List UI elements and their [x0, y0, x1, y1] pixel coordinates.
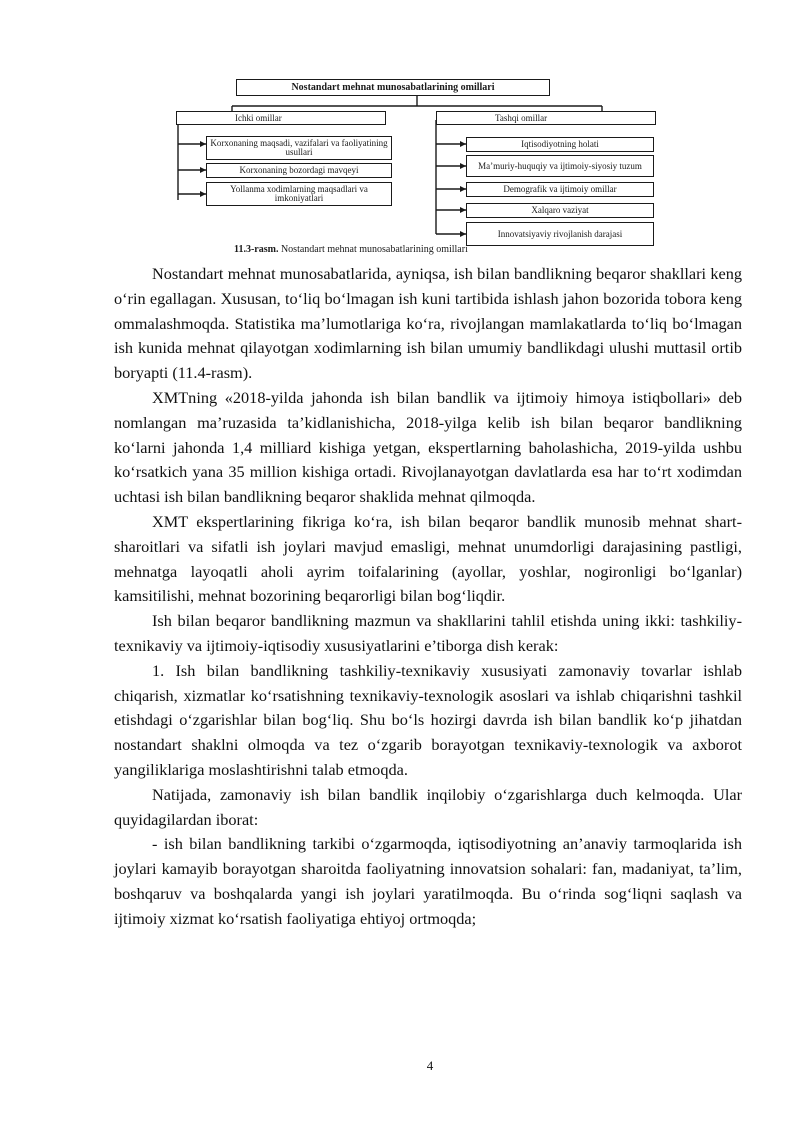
paragraph: XMTning «2018-yilda jahonda ish bilan bandlik va ijtimoiy himoya istiqbollari» deb nomlangan ma’ruzasida ta’kidlanishicha, 2018-yilga kelib ish bilan beqaror bandlikning ko‘larni jahonda 1,4 milliard kishiga yetgan, ekspertlarning baholashicha, 2019-yilda ushbu ko‘rsatkich yana 35 million kishiga ortadi. Rivojlanayotgan davlatlarda esa har to‘rt xodimdan uchtasi ish bilan bandlikning beqaror shaklida mehnat qilmoqda. [114, 387, 742, 507]
paragraph: - ish bilan bandlikning tarkibi o‘zgarmoqda, iqtisodiyotning an’anaviy tarmoqlarida ish joylari kamayib borayotgan sharoitda faoliyatning innovatsion sohalari: fan, madaniyat, ta’lim, boshqaruv va boshqalarda yangi ish joylari yaratilmoqda. Bu o‘rinda sog‘liqni saqlash va ijtimoiy xizmat ko‘rsatish faoliyatiga ehtiyoj ortmoqda; [114, 834, 742, 928]
paragraph: 1. Ish bilan bandlikning tashkiliy-texnikaviy xususiyati zamonaviy tovarlar ishlab chiqarish, xizmatlar ko‘rsatishning texnikaviy-texnologik asoslari va ishlab chiqarishni tashkil etishdagi o‘zgarishlar bilan bog‘liq. Shu bo‘ls hozirgi davrda ish bilan bandlik ko‘p jihatdan nostandart shaklni olmoqda va tez o‘zgarib borayotgan texnikaviy-texnologik va axborot yangiliklariga moslashtirishni talab etmoqda. [114, 660, 742, 779]
figure-caption-text: Nostandart mehnat munosabatlarining omillari [280, 244, 468, 255]
figure-caption-label: 11.3-rasm. [234, 244, 279, 255]
paragraph: Nostandart mehnat munosabatlarida, ayniqsa, ish bilan bandlikning beqaror shakllari keng o‘rin egallagan. Xususan, to‘liq bo‘lmagan ish kuni tartibida ishlash jahon bozorida tobora keng ommalashmoqda. Statistika ma’lumotlariga ko‘ra, rivojlangan mamlakatlarda to‘liq bo‘lmagan ish kunida mehnat qilayotgan xodimlarning ish bilan umumiy bandlikdagi ulushi muttasil ortib boryapti (11.4-rasm). [114, 264, 742, 383]
external-factor-international: Xalqaro vaziyat [466, 203, 654, 218]
external-factor-demographic: Demografik va ijtimoiy omillar [466, 182, 654, 197]
factors-diagram [172, 76, 662, 256]
paragraph: Natijada, zamonaviy ish bilan bandlik inqilobiy o‘zgarishlarga duch kelmoqda. Ular quyidagilardan iborat: [114, 784, 742, 829]
internal-factor-goals: Korxonaning maqsadi, vazifalari va faoliyatining usullari [206, 136, 392, 160]
external-factor-legal: Ma’muriy-huquqiy va ijtimoiy-siyosiy tuzum [466, 155, 654, 177]
diagram-title-box: Nostandart mehnat munosabatlarining omillari [236, 79, 550, 96]
body-text [114, 262, 742, 932]
external-factors-box: Tashqi omillar [436, 111, 656, 125]
internal-factors-box: Ichki omillar [176, 111, 386, 125]
figure-caption [234, 244, 594, 255]
internal-factor-market-position: Korxonaning bozordagi mavqeyi [206, 163, 392, 178]
external-factor-economy: Iqtisodiyotning holati [466, 137, 654, 152]
internal-factor-employees: Yollanma xodimlarning maqsadlari va imkoniyatlari [206, 182, 392, 206]
page-number: 4 [426, 1058, 434, 1073]
paragraph: Ish bilan beqaror bandlikning mazmun va shakllarini tahlil etishda uning ikki: tashkiliy-texnikaviy va ijtimoiy-iqtisodiy xususiyatlarini e’tiborga dish kerak: [114, 611, 742, 655]
external-factor-innovation: Innovatsiyaviy rivojlanish darajasi [466, 222, 654, 246]
paragraph: XMT ekspertlarining fikriga ko‘ra, ish bilan beqaror bandlik munosib mehnat shart-sharoitlari va sifatli ish joylari mavjud emasligi, mehnat unumdorligi darajasining pastligi, mehnatga layoqatli aholi ayrim toifalarining (ayollar, yoshlar, nogironligi bo‘lganlar) kamsitilishi, mehnat bozorining beqarorligi bilan bog‘liqdir. [114, 511, 742, 606]
